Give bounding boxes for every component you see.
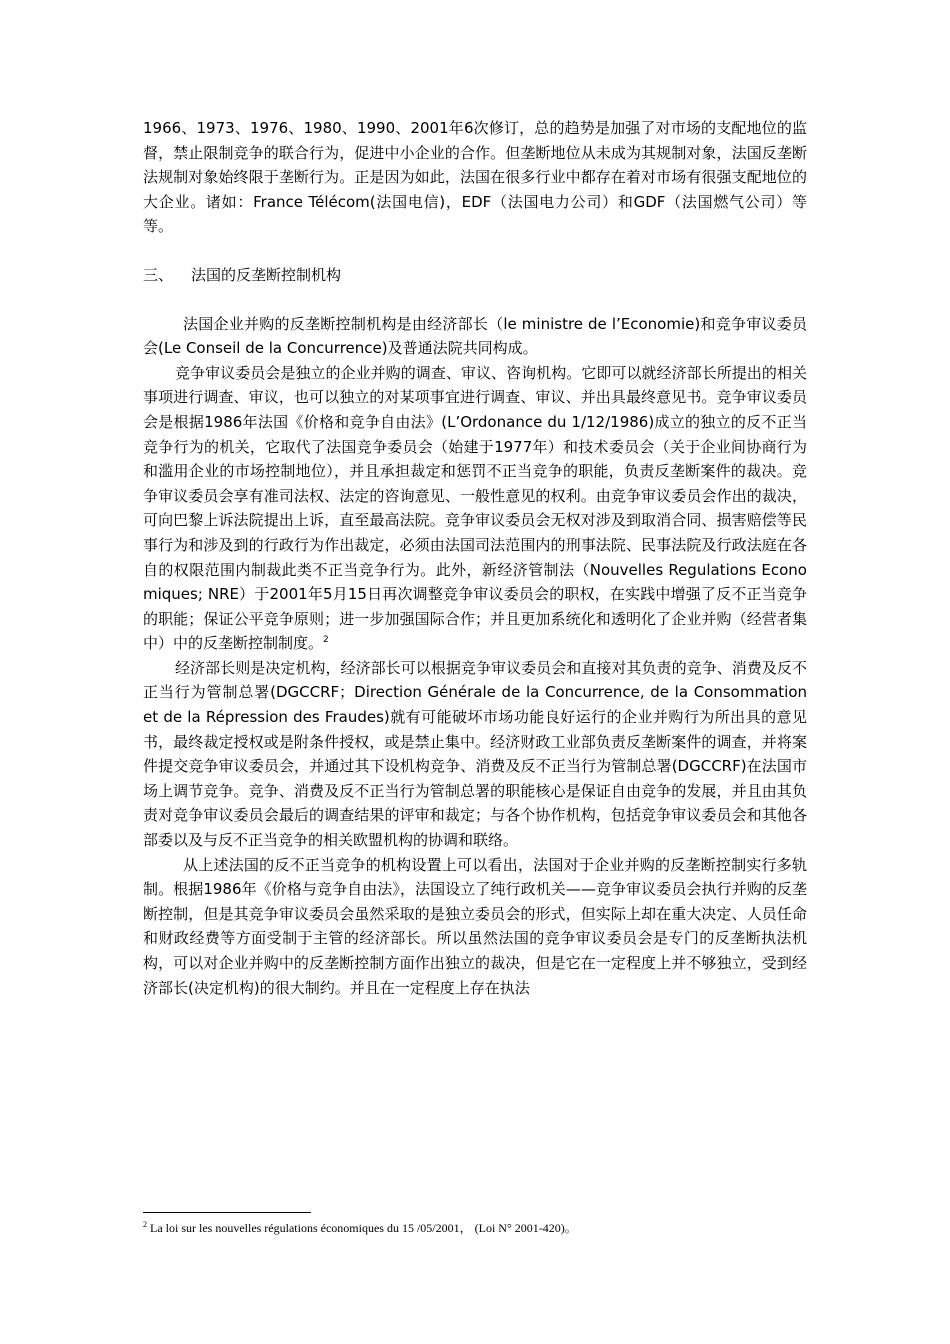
paragraph-control-bodies: 法国企业并购的反垄断控制机构是由经济部长（le ministre de l’Economie)和竞争审议委员会(Le Conseil de la Concurrence)及普通法院共同构成。: [143, 314, 807, 358]
footnote-text: La loi sur les nouvelles régulations économiques du 15 /05/2001， (Loi N° 2001-420)。: [150, 1221, 577, 1235]
section-title: 法国的反垄断控制机构: [191, 265, 342, 284]
section-number: 三、: [143, 265, 174, 284]
footnote-marker: 2: [143, 1220, 147, 1229]
footnote-separator: [143, 1212, 311, 1213]
document-body: [143, 116, 807, 1000]
footnote: [143, 1217, 807, 1236]
paragraph-economy-minister: 经济部长则是决定机构，经济部长可以根据竞争审议委员会和直接对其负责的竞争、消费及反不正当行为管制总署(DGCCRF；Direction Générale de la Concurrence, de la Consommation et de la Répression des Fraudes)就有可能破坏市场功能良好运行的企业并购行为所出具的意见书，最终裁定授权或是附条件授权，或是禁止集中。经济财政工业部负责反垄断案件的调查，并将案件提交竞争审议委员会，并通过其下设机构竞争、消费及反不正当行为管制总署(DGCCRF)在法国市场上调节竞争。竞争、消费及反不正当行为管制总署的职能核心是保证自由竞争的发展，并且由其负责对竞争审议委员会最后的调查结果的评审和裁定；与各个协作机构，包括竞争审议委员会和其他各部委以及与反不正当竞争的相关欧盟机构的协调和联络。: [143, 658, 807, 850]
paragraph-spacer: [143, 288, 807, 312]
paragraph-law-revisions: 1966、1973、1976、1980、1990、2001年6次修订，总的趋势是加强了对市场的支配地位的监督，禁止限制竞争的联合行为，促进中小企业的合作。但垄断地位从未成为其规制对象，法国反垄断法规制对象始终限于垄断行为。正是因为如此，法国在很多行业中都存在着对市场有很强支配地位的大企业。诸如：France Télécom(法国电信)，EDF（法国电力公司）和GDF（法国燃气公司）等等。: [143, 119, 807, 236]
paragraph-competition-council: [143, 361, 807, 656]
paragraph-spacer: [143, 239, 807, 263]
competition-council-text: 竞争审议委员会是独立的企业并购的调查、审议、咨询机构。它即可以就经济部长所提出的相关事项进行调查、审议，也可以独立的对某项事宜进行调查、审议、并出具最终意见书。竞争审议委员会是根据1986年法国《价格和竞争自由法》(L’Ordonance du 1/12/1986)成立的独立的反不正当竞争行为的机关，它取代了法国竞争委员会（始建于1977年）和技术委员会（关于企业间协商行为和滥用企业的市场控制地位），并且承担裁定和惩罚不正当竞争的职能，负责反垄断案件的裁决。竞争审议委员会享有准司法权、法定的咨询意见、一般性意见的权利。由竞争审议委员会作出的裁决，可向巴黎上诉法院提出上诉，直至最高法院。竞争审议委员会无权对涉及到取消合同、损害赔偿等民事行为和涉及到的行政行为作出裁定，必须由法国司法范围内的刑事法院、民事法院及行政法庭在各自的权限范围内制裁此类不正当竞争行为。此外，新经济管制法（Nouvelles Regulations Economiques; NRE）于2001年5月15日再次调整竞争审议委员会的职权，在实践中增强了反不正当竞争的职能；保证公平竞争原则；进一步加强国际合作；并且更加系统化和透明化了企业并购（经营者集中）中的反垄断控制制度。: [143, 363, 807, 653]
footnote-reference[interactable]: 2: [323, 635, 329, 646]
paragraph-multi-track-system: 从上述法国的反不正当竞争的机构设置上可以看出，法国对于企业并购的反垄断控制实行多轨制。根据1986年《价格与竞争自由法》，法国设立了纯行政机关——竞争审议委员会执行并购的反垄断控制，但是其竞争审议委员会虽然采取的是独立委员会的形式，但实际上却在重大决定、人员任命和财政经费等方面受制于主管的经济部长。所以虽然法国的竞争审议委员会是专门的反垄断执法机构，可以对企业并购中的反垄断控制方面作出独立的裁决，但是它在一定程度上并不够独立，受到经济部长(决定机构)的很大制约。并且在一定程度上存在执法: [143, 855, 807, 997]
section-heading: [143, 263, 807, 288]
